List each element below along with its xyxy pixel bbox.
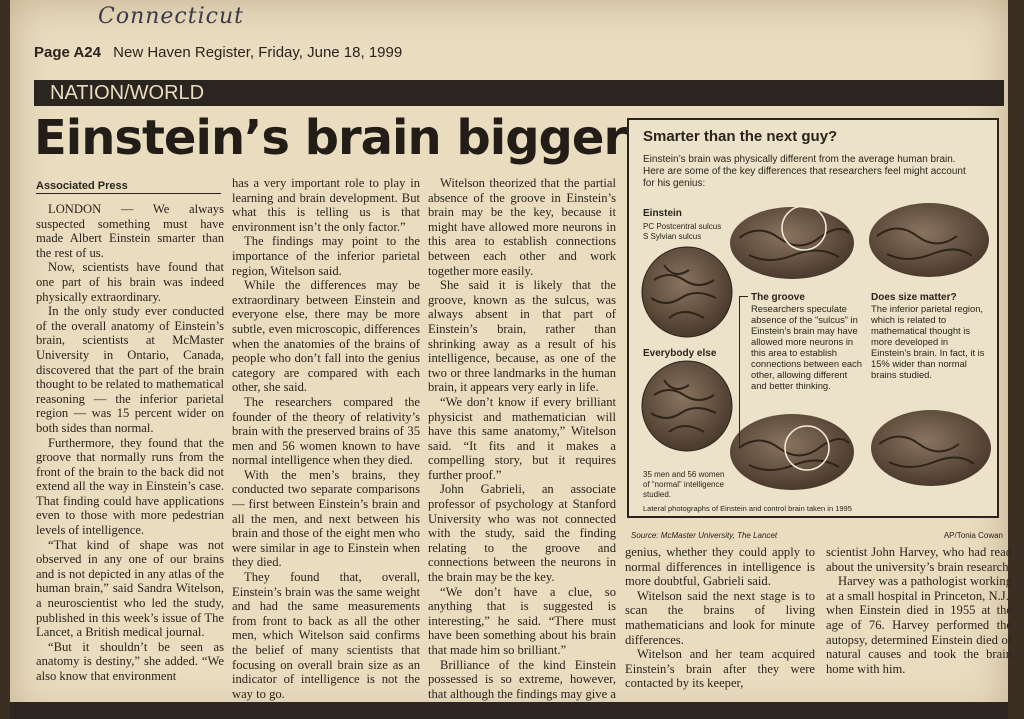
infographic-box	[627, 118, 999, 518]
article-column-4	[625, 545, 815, 691]
paragraph: has a very important role to play in learning and brain development. But what this is telling us is that environment isn’t the only factor.”	[232, 176, 420, 234]
paragraph: The findings may point to the importance of the inferior parietal region, Witelson said.	[232, 234, 420, 278]
key-sylvian: S Sylvian sulcus	[643, 232, 702, 241]
paragraph: In the only study ever conducted of the overall anatomy of Einstein’s brain, scientists at McMaster University in Ontario, Canada, discovered that the part of the brain thought to be related to mathematical reasoning — the inferior parietal region — was 15 percent wider on both sides than normal.	[36, 304, 224, 435]
einstein-side-brain-left	[730, 206, 854, 279]
callout-bracket	[739, 296, 748, 447]
paragraph: They found that, overall, Einstein’s brain was the same weight and had the same measurements from front to back as all the other men, which Witelson said confirms the belief of many scientists that focusing on overall brain size as an indicator of intelligence is not the way to go.	[232, 570, 420, 701]
photo-credit: AP/Tonia Cowan	[943, 531, 1003, 540]
einstein-side-brain-right	[869, 203, 989, 277]
publication-info: New Haven Register, Friday, June 18, 1999	[113, 44, 403, 61]
control-group-note: 35 men and 56 women of “normal” intelligence studied.	[643, 470, 725, 499]
control-side-brain-left	[730, 414, 854, 490]
headline: Einstein’s brain bigger	[34, 110, 627, 166]
paragraph: “We don’t know if every brilliant physicist and mathematician will have this same anatomy,” Witelson said. “It fits and it makes a compelling story, but it requires further proof.”	[428, 394, 616, 482]
paragraph: “But it shouldn’t be seen as anatomy is destiny,” she added. “We also know that environment	[36, 639, 224, 683]
paragraph: scientist John Harvey, who had read about the university’s brain research.	[826, 545, 1012, 574]
page-number: Page A24	[34, 44, 101, 61]
infographic-footer: Lateral photographs of Einstein and control brain taken in 1995	[643, 504, 852, 513]
source-credit: Source: McMaster University, The Lancet	[631, 531, 778, 540]
groove-callout	[751, 292, 863, 391]
paragraph: Furthermore, they found that the groove that normally runs from the front of the brain to the back did not extend all the way in Einstein’s case. That finding could have applications even to those with more pedestrian levels of intelligence.	[36, 435, 224, 538]
paragraph: genius, whether they could apply to normal differences in intelligence is more doubtful, Gabrieli said.	[625, 545, 815, 589]
control-side-brain-right	[871, 410, 991, 486]
folio-line	[34, 44, 402, 61]
paragraph: Now, scientists have found that one part of his brain was indeed physically extraordinary.	[36, 260, 224, 304]
einstein-top-brain-image	[642, 247, 732, 337]
size-heading: Does size matter?	[871, 292, 957, 303]
paragraph: Witelson said the next stage is to scan the brains of living mathematicians and look for minute differences.	[625, 588, 815, 647]
paragraph: LONDON — We always suspected something must have made Albert Einstein smarter than the rest of us.	[36, 202, 224, 260]
byline: Associated Press	[36, 180, 221, 194]
control-top-brain-image	[642, 361, 732, 451]
paragraph: “We don’t have a clue, so anything that is suggested is interesting,” he said. “There must have been something about his brain that made him so brilliant.”	[428, 584, 616, 657]
paragraph: John Gabrieli, an associate professor of psychology at Stanford University who was not connected with the study, said the finding relating to the groove and connections between the neurons in the brain may be the key.	[428, 482, 616, 585]
paragraph: While the differences may be extraordinary between Einstein and everyone else, there may be more subtle, even microscopic, differences when the anatomies of the brains of people who don’t fall into the genius category are compared with each other, she said.	[232, 278, 420, 395]
paragraph: Witelson theorized that the partial absence of the groove in Einstein’s brain may be the key, because it might have allowed more neurons in this area to establish connections between each other and work together more easily.	[428, 176, 616, 278]
paragraph: With the men’s brains, they conducted two separate comparisons — first between Einstein’s brain and all the men, and next between his brain and those of the eight men who were similar in age to Einstein when they died.	[232, 467, 420, 570]
paragraph: The researchers compared the founder of the theory of relativity’s brain with the preserved brains of 35 men and 56 women known to have normal intelligence when they died.	[232, 394, 420, 468]
infographic-credits	[631, 531, 1003, 540]
paragraph: Brilliance of the kind Einstein possessed is so extreme, however, that although the findings may give a	[428, 657, 616, 701]
infographic-intro: Einstein’s brain was physically different from the average human brain. Here are some of the key differences that researchers feel might account for his genius:	[643, 154, 966, 189]
einstein-label: Einstein	[643, 208, 682, 219]
groove-text: Researchers speculate absence of the “sulcus” in Einstein’s brain may have allowed more neurons in this area to establish connections between each other, allowing different and better thinking.	[751, 303, 863, 391]
article-column-3	[428, 176, 616, 716]
paragraph: Harvey was a pathologist working at a small hospital in Princeton, N.J., when Einstein died in 1955 at the age of 76. Harvey performed the autopsy, determined Einstein died of natural causes and took the brain home with him.	[826, 574, 1012, 676]
size-callout	[871, 292, 989, 380]
article-column-1	[36, 202, 224, 684]
article-column-2	[232, 176, 420, 701]
paragraph: Witelson and her team acquired Einstein’s brain after they were contacted by its keeper,	[625, 647, 815, 691]
handwritten-note: Connecticut	[98, 4, 244, 29]
paragraph: She said it is likely that the groove, known as the sulcus, was always absent in that part of Einstein’s brain, rather than shrinking away as a result of his intelligence, because, as one of the two or three landmarks in the human brain, it appears very early in life.	[428, 278, 616, 395]
torn-bottom-edge	[10, 702, 1008, 719]
infographic-title: Smarter than the next guy?	[643, 128, 838, 145]
everybody-else-label: Everybody else	[643, 348, 717, 359]
groove-heading: The groove	[751, 292, 805, 303]
article-column-5	[826, 545, 1012, 676]
size-text: The inferior parietal region, which is related to mathematical thought is more developed in Einstein’s brain. In fact, it is 15% wider than normal brains studied.	[871, 303, 985, 380]
key-postcentral: PC Postcentral sulcus	[643, 222, 722, 231]
paragraph: “That kind of shape was not observed in any one of our brains and is not depicted in any atlas of the human brain,” said Sandra Witelson, a neuroscientist who led the study, published in this week’s issue of The Lancet, a British medical journal.	[36, 537, 224, 640]
section-banner: NATION/WORLD	[34, 80, 1004, 106]
